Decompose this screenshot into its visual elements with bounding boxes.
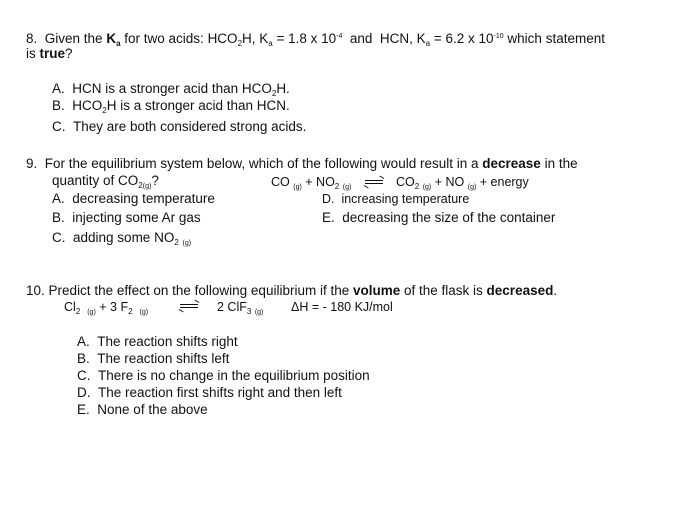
subscript: 2 [138,181,143,190]
option-text: injecting some Ar gas [72,210,201,225]
subscript: 2 [271,89,277,98]
phase-label: (g) [293,184,302,191]
eq-species: + 3 F [95,300,129,314]
q10-number: 10. [26,283,45,298]
q8-number: 8. [26,31,38,46]
phase-label: (g) [142,183,152,190]
equilibrium-arrow-icon [179,302,199,310]
q8-text: Given the [44,31,107,46]
eq-species: CO [396,175,415,189]
eq-species: + NO [301,175,335,189]
q9-option-d [322,191,469,207]
q8-line-1 [26,29,605,52]
subscript: 2 [128,307,133,316]
q9-option-e [322,210,555,226]
q8-text: = 6.2 x 10 [430,31,494,46]
option-text: HCN is a stronger acid than HCO [72,81,272,96]
q9-text: For the equilibrium system below, which of the following would result in a [44,156,483,171]
q9-option-a [52,191,215,207]
eq-species: CO [271,175,290,189]
q8-text: for two acids: HCO [120,31,238,46]
q10-option-e [77,402,208,418]
q9-option-c [52,230,191,252]
q10-equation-products [217,299,263,321]
subscript: a [425,39,431,48]
q9-text: ? [151,173,159,188]
exponent: -4 [336,33,343,40]
equilibrium-arrow-icon [364,178,384,186]
option-text: The reaction shifts right [97,334,238,349]
subscript: 3 [246,307,252,316]
q9-option-b [52,210,201,226]
option-text: There is no change in the equilibrium position [98,368,370,383]
q9-text: in the [540,156,578,171]
option-letter: A. [52,191,65,206]
q9-text: quantity of CO [52,173,139,188]
q9-number: 9. [26,156,38,171]
subscript: 2 [334,182,340,191]
option-letter: B. [52,210,65,225]
q8-text: and HCN, K [342,31,426,46]
option-letter: B. [52,98,65,113]
subscript: 2 [414,182,420,191]
option-letter: E. [322,210,335,225]
q8-option-c [52,119,306,135]
q10-option-b [77,351,229,367]
q8-text: = 1.8 x 10 [272,31,337,46]
eq-species: + energy [476,175,529,189]
ka-subscript: a [116,39,121,48]
subscript: 2 [75,307,81,316]
subscript: 2 [237,39,243,48]
option-letter: C. [52,119,66,134]
option-letter: A. [77,334,90,349]
option-letter: D. [322,192,335,206]
option-text: H. [276,81,290,96]
option-letter: C. [52,230,66,245]
option-letter: A. [52,81,65,96]
option-text: H is a stronger acid than HCN. [106,98,290,113]
eq-species: Cl [64,300,76,314]
option-letter: B. [77,351,90,366]
q10-option-d [77,385,342,401]
q8-option-b [52,98,290,119]
subscript: a [268,39,273,48]
exponent: -10 [493,33,504,40]
q8-line-2 [26,46,73,62]
phase-label: (g) [467,184,477,191]
q8-text: which statement [503,31,605,46]
q10-text: of the flask is [400,283,487,298]
ka-symbol: K [106,31,117,46]
option-letter: C. [77,368,91,383]
q8-bold-true: true [39,46,66,61]
option-text: increasing temperature [341,192,470,206]
option-text: decreasing temperature [72,191,215,206]
q10-option-a [77,334,238,350]
q10-line-1 [26,283,557,299]
phase-label: (g) [139,309,149,316]
q10-equation-reactants [64,299,148,321]
phase-label: (g) [254,309,264,316]
phase-label: (g) [342,184,352,191]
subscript: 2 [102,106,107,115]
q10-bold-volume: volume [352,283,401,298]
phase-label: (g) [87,309,96,316]
phase-label: (g) [182,240,192,247]
option-text: The reaction shifts left [97,351,230,366]
option-text: decreasing the size of the container [342,210,556,225]
option-letter: D. [77,385,91,400]
option-text: The reaction first shifts right and then left [98,385,342,400]
q9-bold-decrease: decrease [482,156,541,171]
q10-enthalpy: ΔH = - 180 KJ/mol [291,300,393,314]
q10-bold-decreased: decreased [486,283,554,298]
q10-option-c [77,368,370,384]
q9-line-1 [26,156,578,172]
q8-text: H, K [242,31,269,46]
option-letter: E. [77,402,90,417]
phase-label: (g) [422,184,432,191]
q10-text: . [553,283,558,298]
option-text: HCO [72,98,103,113]
q10-text: Predict the effect on the following equilibrium if the [48,283,353,298]
q8-text: is [26,46,40,61]
option-text: None of the above [97,402,208,417]
eq-species: + NO [431,175,465,189]
q8-text: ? [65,46,73,61]
subscript: 2 [174,238,179,247]
eq-species: 2 ClF [217,300,247,314]
option-text: adding some NO [73,230,175,245]
option-text: They are both considered strong acids. [73,119,307,134]
